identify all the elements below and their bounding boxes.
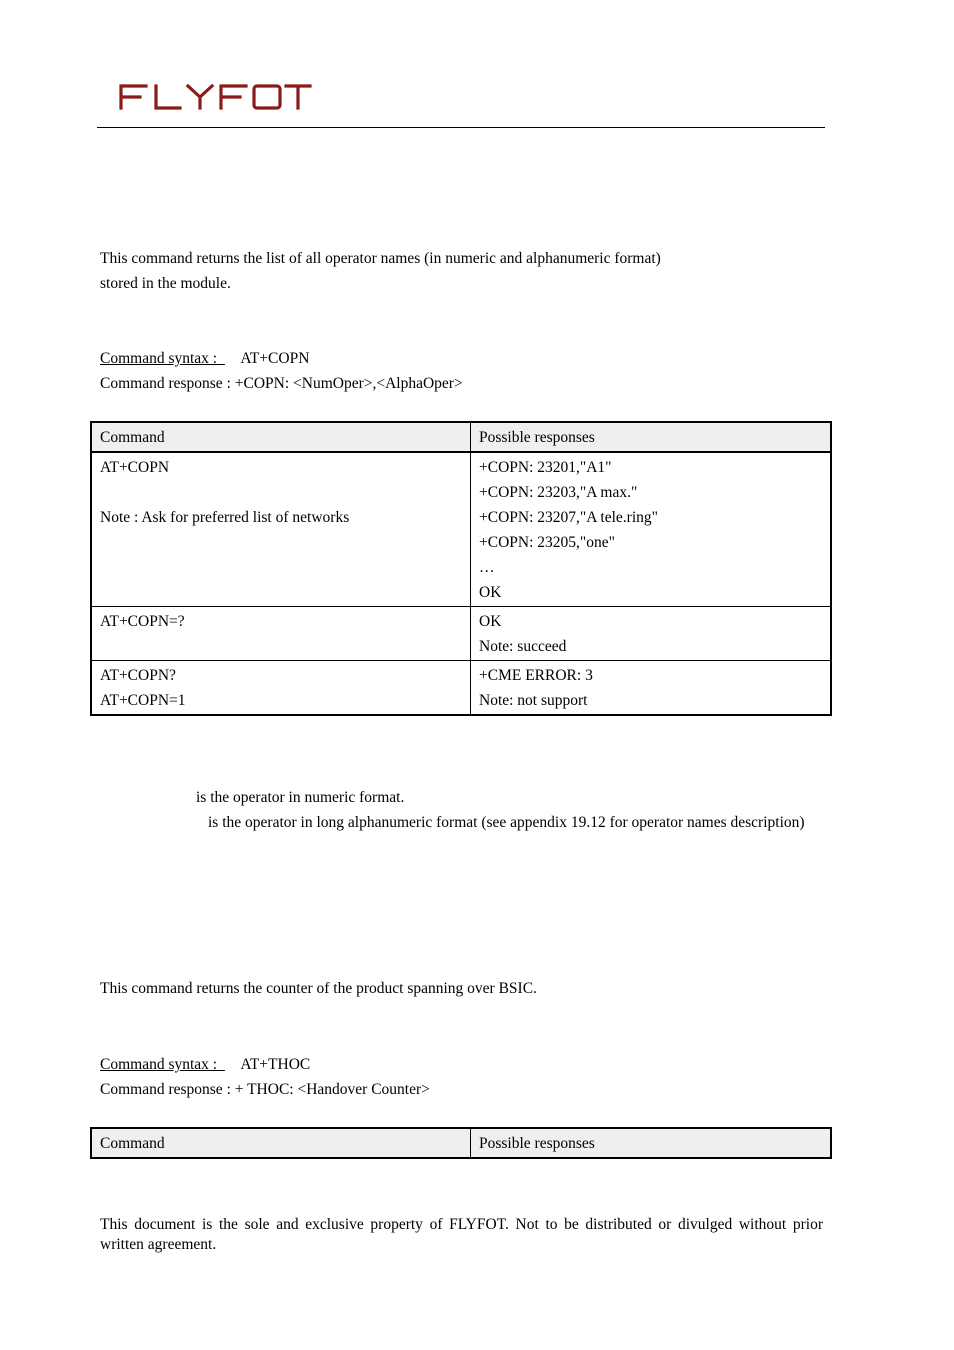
command-cell bbox=[91, 607, 471, 661]
command-line: AT+COPN? bbox=[100, 667, 176, 684]
command-cell bbox=[91, 452, 471, 607]
response-cell bbox=[471, 661, 832, 716]
copn-syntax-line bbox=[100, 346, 463, 371]
response-cell bbox=[471, 452, 832, 607]
response-line: Note: succeed bbox=[479, 638, 567, 655]
thoc-command-table bbox=[90, 1127, 832, 1159]
response-line: +COPN: 23205,"one" bbox=[479, 534, 615, 551]
response-line: Note: not support bbox=[479, 692, 588, 709]
header-rule bbox=[97, 127, 825, 128]
table-row bbox=[91, 661, 831, 716]
header-possible-responses: Possible responses bbox=[471, 422, 832, 452]
command-cell bbox=[91, 661, 471, 716]
copn-description-line-1: This command returns the list of all operator names (in numeric and alphanumeric format) bbox=[100, 250, 661, 267]
thoc-syntax-line bbox=[100, 1052, 430, 1077]
table-header-row bbox=[91, 422, 831, 452]
param-alphaoper-description: is the operator in long alphanumeric format (see appendix 19.12 for operator names description) bbox=[208, 814, 805, 831]
response-line: OK bbox=[479, 613, 502, 630]
command-line bbox=[100, 480, 462, 505]
param-numoper-description: is the operator in numeric format. bbox=[196, 789, 405, 806]
thoc-description: This command returns the counter of the product spanning over BSIC. bbox=[100, 980, 537, 997]
thoc-syntax bbox=[100, 1052, 430, 1102]
table-row bbox=[91, 607, 831, 661]
flyfot-logo-graphic bbox=[118, 80, 318, 114]
command-line: AT+COPN=1 bbox=[100, 692, 186, 709]
copn-syntax-value: AT+COPN bbox=[240, 350, 310, 367]
command-line: AT+COPN=? bbox=[100, 613, 185, 630]
copn-description bbox=[100, 246, 661, 296]
thoc-response-line: Command response : + THOC: <Handover Counter> bbox=[100, 1081, 430, 1098]
response-line: +CME ERROR: 3 bbox=[479, 667, 593, 684]
flyfot-logo bbox=[118, 80, 318, 114]
copn-syntax bbox=[100, 346, 463, 396]
command-line: AT+COPN bbox=[100, 459, 170, 476]
response-line: +COPN: 23203,"A max." bbox=[479, 484, 638, 501]
copn-response-line: Command response : +COPN: <NumOper>,<AlphaOper> bbox=[100, 375, 463, 392]
thoc-syntax-value: AT+THOC bbox=[240, 1056, 311, 1073]
response-cell bbox=[471, 607, 832, 661]
response-line: OK bbox=[479, 584, 502, 601]
thoc-syntax-label: Command syntax : bbox=[100, 1056, 218, 1073]
header-command: Command bbox=[91, 1128, 471, 1158]
header-possible-responses: Possible responses bbox=[471, 1128, 832, 1158]
response-line: +COPN: 23207,"A tele.ring" bbox=[479, 509, 658, 526]
response-line: +COPN: 23201,"A1" bbox=[479, 459, 612, 476]
copn-description-line-2: stored in the module. bbox=[100, 275, 231, 292]
header-command: Command bbox=[91, 422, 471, 452]
table-row bbox=[91, 452, 831, 607]
copn-command-table bbox=[90, 421, 832, 716]
command-line: Note : Ask for preferred list of networks bbox=[100, 509, 350, 526]
table-header-row bbox=[91, 1128, 831, 1158]
response-line: … bbox=[479, 559, 495, 576]
footer-notice: This document is the sole and exclusive property of FLYFOT. Not to be distributed or divulged without prior written agreement. bbox=[100, 1216, 823, 1253]
copn-syntax-label: Command syntax : bbox=[100, 350, 218, 367]
